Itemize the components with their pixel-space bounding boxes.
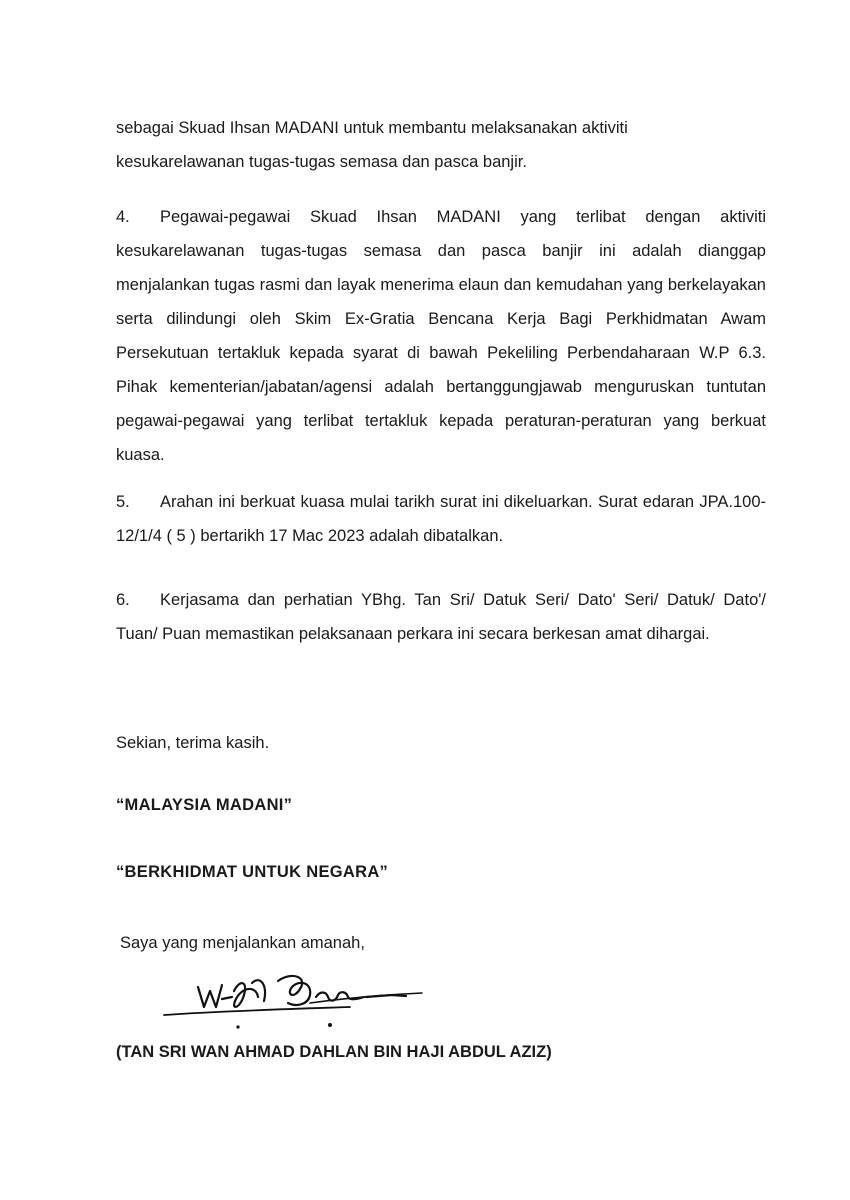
paragraph-4-line: menjalankan tugas rasmi dan layak menerima elaun dan kemudahan yang xyxy=(116,276,663,294)
paragraph-4-line: Perbendaharaan W.P 6.3. Pihak kementerian/jabatan/agensi adalah xyxy=(116,344,766,396)
paragraph-4-number: 4. xyxy=(116,208,130,226)
intro-line-1: sebagai Skuad Ihsan MADANI untuk membantu melaksanakan aktiviti xyxy=(116,119,628,137)
paragraph-6-number: 6. xyxy=(116,591,130,609)
intro-line-2: kesukarelawanan tugas-tugas semasa dan pasca banjir. xyxy=(116,153,527,171)
paragraph-4-line: tertakluk kepada peraturan-peraturan yang berkuat kuasa. xyxy=(116,412,766,464)
paragraph-6-line: dihargai. xyxy=(646,625,710,643)
paragraph-4-line: Pegawai-pegawai Skuad Ihsan MADANI yang terlibat dengan aktiviti xyxy=(160,208,766,226)
paragraph-4-line: berkelayakan serta dilindungi oleh Skim Ex-Gratia Bencana Kerja Bagi xyxy=(116,276,766,328)
trust-phrase: Saya yang menjalankan amanah, xyxy=(120,934,365,952)
paragraph-4-line: kesukarelawanan tugas-tugas semasa dan pasca banjir ini adalah dianggap xyxy=(116,242,766,260)
slogan-berkhidmat: “BERKHIDMAT UNTUK NEGARA” xyxy=(116,863,389,881)
paragraph-6-line: Kerjasama dan perhatian YBhg. Tan Sri/ Datuk Seri/ Dato' Seri/ Datuk/ xyxy=(160,591,715,609)
paragraph-5 xyxy=(116,485,766,553)
intro-paragraph xyxy=(116,111,766,179)
paragraph-4-line: Perkhidmatan Awam Persekutuan tertakluk kepada syarat di bawah Pekeliling xyxy=(116,310,767,362)
closing-line: Sekian, terima kasih. xyxy=(116,734,270,752)
handwritten-signature xyxy=(160,965,440,1040)
paragraph-5-line: Arahan ini berkuat kuasa mulai tarikh surat ini dikeluarkan. Surat edaran xyxy=(160,493,695,511)
slogan-malaysia-madani: “MALAYSIA MADANI” xyxy=(116,796,293,814)
paragraph-6-line: Dato'/ Tuan/ Puan memastikan pelaksanaan perkara ini secara berkesan amat xyxy=(116,591,766,643)
paragraph-6 xyxy=(116,583,766,651)
paragraph-4-line: bertanggungjawab menguruskan tuntutan pegawai-pegawai yang terlibat xyxy=(116,378,766,430)
signatory-name: (TAN SRI WAN AHMAD DAHLAN BIN HAJI ABDUL AZIZ) xyxy=(116,1043,552,1061)
paragraph-4 xyxy=(116,200,766,472)
paragraph-5-line: JPA.100-12/1/4 ( 5 ) bertarikh 17 Mac 2023 adalah dibatalkan. xyxy=(116,493,766,545)
paragraph-5-number: 5. xyxy=(116,493,130,511)
